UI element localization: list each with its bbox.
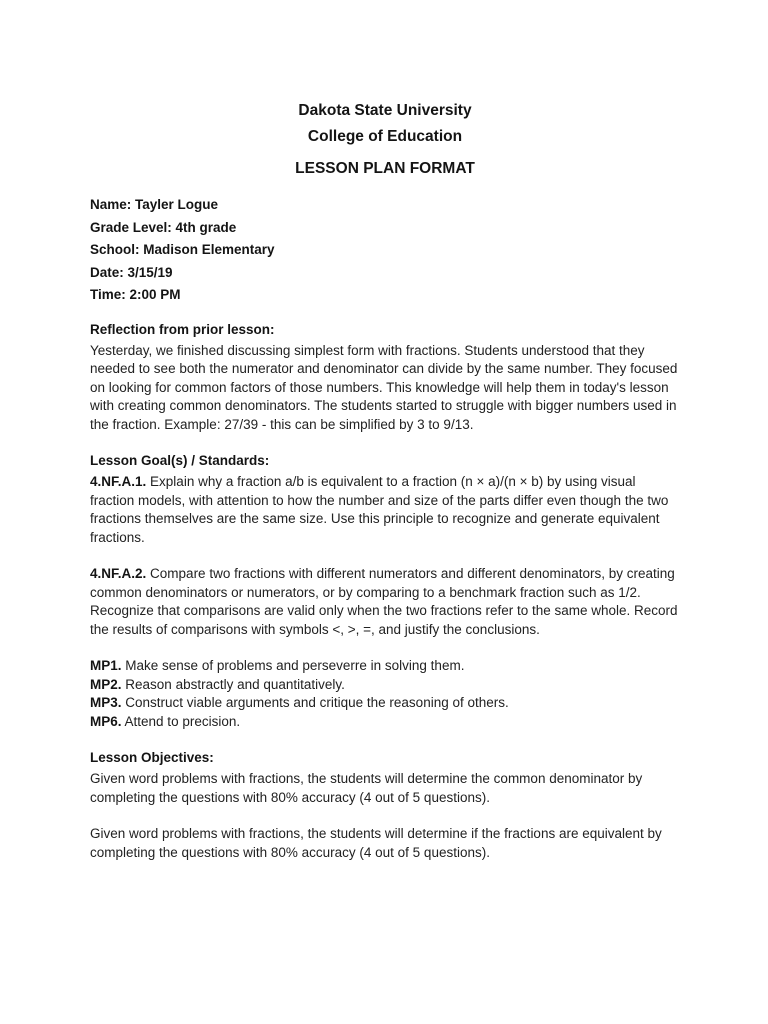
practice-text: Make sense of problems and perseverre in solving them. xyxy=(125,658,465,673)
lesson-date: Date: 3/15/19 xyxy=(90,264,173,280)
standard-text: Explain why a fraction a/b is equivalent to a fraction (n × a)/(n × b) by using visual fraction models, with attention to how the number and size of the parts differ even though the two fractions themselves are the same size. Use this principle to recognize and generate equivalent fractions. xyxy=(90,474,669,545)
reflection-heading: Reflection from prior lesson: xyxy=(90,321,275,337)
practice-code: MP1. xyxy=(90,658,122,673)
math-practices-list xyxy=(90,657,680,731)
practice-item xyxy=(90,676,680,695)
standard-code: 4.NF.A.2. xyxy=(90,566,147,581)
reflection-text: Yesterday, we finished discussing simplest form with fractions. Students understood that they needed to see both the numerator and denominator can divide by the same number. They focused on looking for common factors of those numbers. This knowledge will help them in today's lesson with creating common denominators. The students started to struggle with bigger numbers used in the fraction. Example: 27/39 - this can be simplified by 3 to 9/13. xyxy=(90,342,678,432)
lesson-time: Time: 2:00 PM xyxy=(90,287,181,302)
practice-text: Construct viable arguments and critique the reasoning of others. xyxy=(125,695,509,710)
teacher-name: Name: Tayler Logue xyxy=(90,197,219,212)
practice-text: Attend to precision. xyxy=(124,713,241,729)
practice-item xyxy=(90,713,680,732)
standard-4nfa1 xyxy=(90,473,680,547)
practice-text: Reason abstractly and quantitatively. xyxy=(125,676,345,692)
objectives-heading: Lesson Objectives: xyxy=(90,750,214,765)
standard-4nfa2 xyxy=(90,565,680,639)
practice-code: MP3. xyxy=(90,695,122,710)
practice-code: MP2. xyxy=(90,676,122,692)
university-name: Dakota State University xyxy=(298,102,472,119)
goals-heading: Lesson Goal(s) / Standards: xyxy=(90,453,270,468)
document-title: LESSON PLAN FORMAT xyxy=(295,160,475,177)
standard-text: Compare two fractions with different numerators and different denominators, by creating common denominators or numerators, or by comparing to a benchmark fraction such as 1/2. Recognize that comparisons are valid only when the two fractions refer to the same whole. Record the results of comparisons with symbols <, >, =, and justify the conclusions. xyxy=(90,566,678,637)
practice-code: MP6. xyxy=(90,713,122,729)
school-name: School: Madison Elementary xyxy=(90,242,275,257)
objective-item: Given word problems with fractions, the students will determine the common denominator by completing the questions with 80% accuracy (4 out of 5 questions). xyxy=(90,771,643,805)
lesson-info xyxy=(90,194,680,307)
practice-item xyxy=(90,694,680,713)
grade-level: Grade Level: 4th grade xyxy=(90,219,237,235)
college-name: College of Education xyxy=(307,128,463,145)
objective-item: Given word problems with fractions, the students will determine if the fractions are equivalent by completing the questions with 80% accuracy (4 out of 5 questions). xyxy=(90,826,662,860)
standard-code: 4.NF.A.1. xyxy=(90,474,147,489)
practice-item xyxy=(90,657,680,676)
lesson-plan-page xyxy=(90,98,680,862)
